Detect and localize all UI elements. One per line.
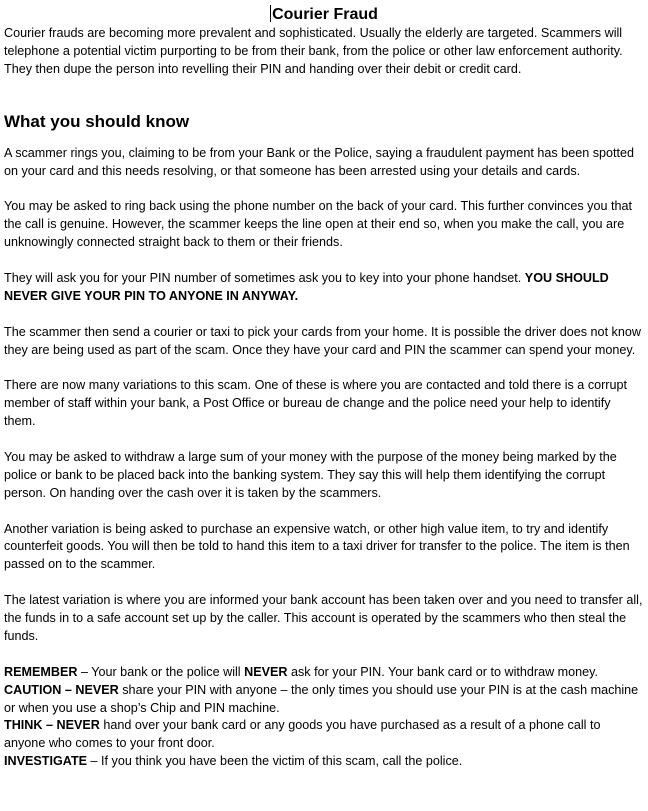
intro-paragraph: Courier frauds are becoming more prevalent and sophisticated. Usually the elderly are targeted. Scammers will telephone a potential victim purporting to be from their bank, from the police or other law enforcement authority. They then dupe the person into revelling their PIN and handing over their debit or credit card. xyxy=(4,26,623,76)
section-heading: What you should know xyxy=(4,111,190,131)
tip-caution-label: CAUTION – NEVER xyxy=(4,682,119,697)
paragraph-3 xyxy=(4,270,644,306)
blank-line xyxy=(4,79,644,97)
paragraph-3-text: They will ask you for your PIN number of sometimes ask you to key into your phone handset. xyxy=(4,270,525,285)
tip-investigate-text: – If you think you have been the victim of this scam, call the police. xyxy=(87,754,463,769)
paragraph-2: You may be asked to ring back using the phone number on the back of your card. This further convinces you that the call is genuine. However, the scammer keeps the line open at their end so, when you make the call, you are unknowingly connected straight back to them or their friends. xyxy=(4,199,632,250)
paragraph-1: A scammer rings you, claiming to be from your Bank or the Police, saying a fraudulent payment has been spotted on your card and this needs resolving, or that someone has been arrested using your details and cards. xyxy=(4,145,635,178)
blank-line xyxy=(4,359,644,377)
paragraph-3-warning: YOU SHOULD NEVER GIVE YOUR PIN TO ANYONE IN ANYWAY. xyxy=(4,270,609,303)
tip-remember-text-1: – Your bank or the police will xyxy=(77,664,245,679)
paragraph-5: There are now many variations to this scam. One of these is where you are contacted and told there is a corrupt member of staff within your bank, a Post Office or bureau de change and the police need your help to identify them. xyxy=(4,378,628,429)
tip-remember-never: NEVER xyxy=(244,664,288,679)
tip-think-text: hand over your bank card or any goods you have purchased as a result of a phone call to anyone who comes to your front door. xyxy=(4,718,601,751)
paragraph-7: Another variation is being asked to purchase an expensive watch, or other high value item, to try and identify counterfeit goods. You will then be told to hand this item to a taxi driver for transfer to the police. The item is then passed on to the scammer. xyxy=(4,521,630,572)
paragraph-8: The latest variation is where you are informed your bank account has been taken over and you need to transfer all, the funds in to a safe account set up by the caller. This account is operated by the scammers who then steal the funds. xyxy=(4,593,643,643)
paragraph-6: You may be asked to withdraw a large sum of your money with the purpose of the money being marked by the police or bank to be placed back into the banking system. They say this will help them identifying the corrupt person. On handing over the cash over it is taken by the scammers. xyxy=(4,449,617,500)
tip-investigate-label: INVESTIGATE xyxy=(4,754,88,769)
document-page xyxy=(4,0,644,771)
tip-remember xyxy=(4,664,644,682)
blank-line xyxy=(4,431,644,449)
blank-line xyxy=(4,180,644,198)
tip-think-label: THINK – NEVER xyxy=(4,718,100,733)
blank-line xyxy=(4,646,644,664)
blank-line xyxy=(4,97,644,111)
tip-remember-text-2: ask for your PIN. Your bank card or to withdraw money. xyxy=(287,664,599,679)
document-title xyxy=(4,5,644,25)
text-cursor xyxy=(270,5,271,22)
blank-line xyxy=(4,252,644,270)
paragraph-4: The scammer then send a courier or taxi to pick your cards from your home. It is possible the driver does not know they are being used as part of the scam. Once they have your card and PIN the scammer can spend your money. xyxy=(4,324,641,357)
tip-investigate xyxy=(4,753,644,771)
tip-caution xyxy=(4,682,644,718)
tip-think xyxy=(4,717,644,753)
blank-line xyxy=(4,133,644,145)
tip-remember-label: REMEMBER xyxy=(4,664,78,679)
tip-caution-text: share your PIN with anyone – the only times you should use your PIN is at the cash machine or when you use a shop’s Chip and PIN machine. xyxy=(4,682,639,715)
blank-line xyxy=(4,306,644,324)
document-title-text: Courier Fraud xyxy=(272,6,378,23)
blank-line xyxy=(4,503,644,521)
blank-line xyxy=(4,574,644,592)
